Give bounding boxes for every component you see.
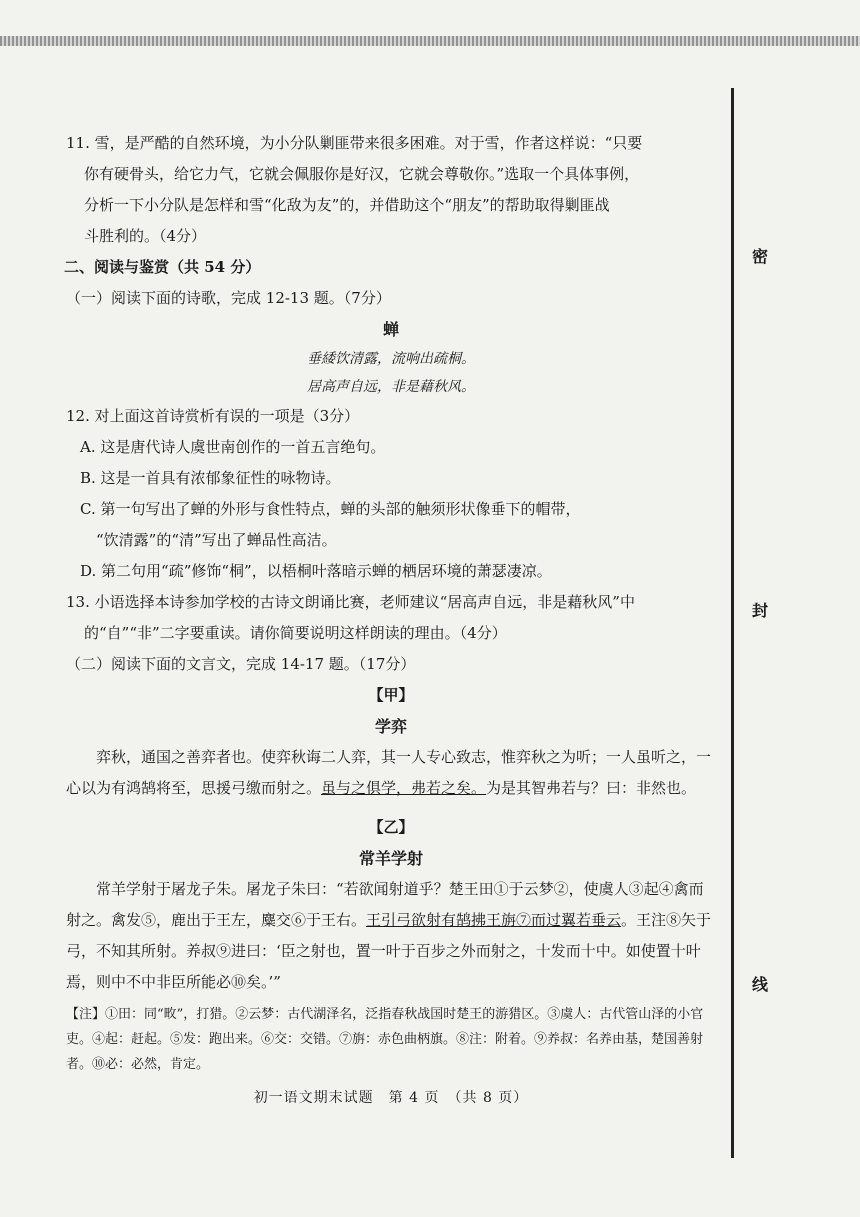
- q11-line: 你有硬骨头，给它力气，它就会佩服你是好汉，它就会尊敬你。”选取一个具体事例，: [84, 165, 640, 183]
- q13-line: 的“自”“非”二字要重读。请你简要说明这样朗读的理由。（4分）: [84, 624, 507, 642]
- q12-option-c: C. 第一句写出了蝉的外形与食性特点，蝉的头部的触须形状像垂下的帽带，: [80, 500, 581, 518]
- passage-text-part: 常羊学射于屠龙子朱。屠龙子朱曰：“若欲闻射道乎？楚王田①于云梦②，使虞人③起④禽而射之。禽发⑤，鹿出于王左，麋交⑥于王右。: [66, 880, 704, 929]
- annotation-note: 【注】①田：同“畋”，打猎。②云梦：古代湖泽名，泛指春秋战国时楚王的游猎区。③虞人：古代管山泽的小官吏。④起：赶起。⑤发：跑出来。⑥交：交错。⑦旃：赤色曲柄旗。⑧注：附着。⑨养叔：名养由基，楚国善射者。⑩必：必然，肯定。: [66, 1007, 704, 1072]
- binding-char-mi: 密: [752, 247, 769, 266]
- passage-title: 学弈: [374, 717, 407, 736]
- poem-line: 居高声自远，非是藉秋风。: [307, 379, 475, 395]
- q13-line: 13. 小语选择本诗参加学校的古诗文朗诵比赛，老师建议“居高声自远，非是藉秋风”中: [66, 593, 635, 611]
- page-footer: 初一语文期末试题 第 4 页 （共 8 页）: [253, 1090, 529, 1106]
- passage-text-part: 。王注⑧矢于弓，不知其所射。养叔⑨进曰：‘臣之射也，置一叶于百步之外而射之，十发而十中。如使置十叶焉，则中不中非臣所能必⑩矣。’”: [66, 911, 712, 991]
- q11-line: 11. 雪，是严酷的自然环境，为小分队剿匪带来很多困难。对于雪，作者这样说：“只要: [66, 134, 643, 152]
- underlined-sentence: 王引弓欲射有鹄拂王旃⑦而过翼若垂云: [366, 911, 622, 929]
- passage-mark: 【甲】: [368, 686, 414, 704]
- q11-line: 分析一下小分队是怎样和雪“化敌为友”的，并借助这个“朋友”的帮助取得剿匪战: [84, 196, 610, 214]
- q12-option-a: A. 这是唐代诗人虞世南创作的一首五言绝句。: [80, 438, 386, 456]
- binding-char-feng: 封: [752, 601, 769, 620]
- scan-edge: [0, 36, 860, 46]
- passage-text: [66, 874, 716, 998]
- passage-jia: [66, 680, 716, 804]
- exam-page-content: [66, 128, 716, 1114]
- q11-line: 斗胜利的。（4分）: [84, 227, 207, 245]
- passage-text: [66, 742, 716, 804]
- part-heading: （一）阅读下面的诗歌，完成 12-13 题。（7分）: [66, 289, 391, 307]
- passage-title: 常羊学射: [358, 849, 423, 868]
- question-12: [66, 401, 716, 587]
- section-heading: 二、阅读与鉴赏（共 54 分）: [64, 258, 261, 276]
- binding-line: [731, 88, 734, 1158]
- poem-line: 垂緌饮清露，流响出疏桐。: [307, 351, 475, 367]
- question-11: [66, 128, 716, 252]
- q12-option-b: B. 这是一首具有浓郁象征性的咏物诗。: [80, 469, 341, 487]
- underlined-sentence: 虽与之俱学，弗若之矣。: [321, 779, 487, 797]
- question-13: [66, 587, 716, 649]
- q12-stem: 12. 对上面这首诗赏析有误的一项是（3分）: [66, 407, 360, 425]
- poem: [66, 314, 716, 401]
- q12-option-d: D. 第二句用“疏”修饰“桐”，以梧桐叶落暗示蝉的栖居环境的萧瑟凄凉。: [80, 562, 552, 580]
- q12-option-c-cont: “饮清露”的“清”写出了蝉品性高洁。: [96, 531, 337, 549]
- passage-text-part: 为是其智弗若与？曰：非然也。: [486, 779, 697, 797]
- poem-title: 蝉: [382, 320, 399, 339]
- passage-mark: 【乙】: [368, 818, 414, 836]
- passage-yi: [66, 812, 716, 998]
- binding-char-xian: 线: [752, 975, 769, 994]
- passage-text-part: 弈秋，通国之善弈者也。使弈秋诲二人弈，其一人专心致志，惟弈秋之为听；一人虽听之，一心以为有鸿鹄将至，思援弓缴而射之。: [66, 748, 712, 797]
- part-heading: （二）阅读下面的文言文，完成 14-17 题。（17分）: [66, 655, 416, 673]
